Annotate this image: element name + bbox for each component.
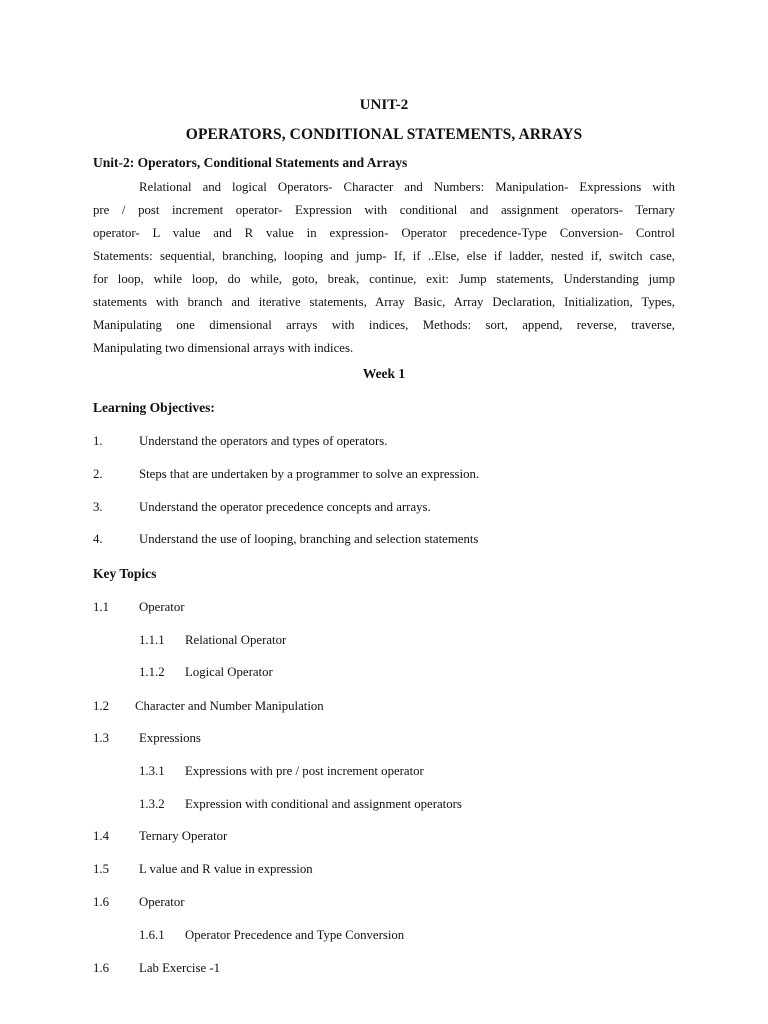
week-heading: Week 1: [362, 366, 406, 381]
key-topics-heading: Key Topics: [93, 566, 157, 581]
paragraph-line: Statements: sequential, branching, looping and jump- If, if ..Else, else if ladder, nested if, switch case,: [93, 249, 675, 263]
topic-number: 1.2: [93, 699, 109, 713]
learning-objectives-heading: Learning Objectives:: [93, 400, 215, 415]
main-title: OPERATORS, CONDITIONAL STATEMENTS, ARRAYS: [185, 126, 583, 143]
topic-text: Lab Exercise -1: [139, 961, 221, 975]
subtopic-text: Logical Operator: [185, 665, 273, 679]
topic-number: 1.6: [93, 961, 109, 975]
subtopic-number: 1.3.2: [139, 797, 165, 811]
objective-text: Steps that are undertaken by a programmer to solve an expression.: [139, 467, 480, 481]
paragraph-line: Manipulating one dimensional arrays with indices, Methods: sort, append, reverse, traverse,: [93, 318, 675, 332]
paragraph-line: Manipulating two dimensional arrays with indices.: [93, 341, 354, 355]
topic-number: 1.5: [93, 862, 109, 876]
paragraph-line: operator- L value and R value in expression- Operator precedence-Type Conversion- Control: [93, 226, 675, 240]
objective-number: 3.: [93, 500, 103, 514]
paragraph-line: pre / post increment operator- Expression with conditional and assignment operators- Ternary: [93, 203, 675, 217]
objective-text: Understand the use of looping, branching and selection statements: [139, 532, 479, 546]
topic-text: L value and R value in expression: [139, 862, 313, 876]
subtopic-text: Expressions with pre / post increment operator: [185, 764, 424, 778]
topic-number: 1.3: [93, 731, 109, 745]
paragraph-line: statements with branch and iterative statements, Array Basic, Array Declaration, Initialization, Types,: [93, 295, 675, 309]
objective-text: Understand the operators and types of operators.: [139, 434, 388, 448]
subtopic-text: Expression with conditional and assignment operators: [185, 797, 462, 811]
objective-number: 4.: [93, 532, 103, 546]
subtopic-number: 1.6.1: [139, 928, 165, 942]
paragraph-line: Relational and logical Operators- Character and Numbers: Manipulation- Expressions with: [139, 180, 675, 194]
paragraph-line: for loop, while loop, do while, goto, break, continue, exit: Jump statements, Understanding jump: [93, 272, 675, 286]
objective-number: 2.: [93, 467, 103, 481]
topic-number: 1.1: [93, 600, 109, 614]
objective-text: Understand the operator precedence concepts and arrays.: [139, 500, 431, 514]
topic-text: Operator: [139, 895, 185, 909]
topic-text: Character and Number Manipulation: [135, 699, 324, 713]
subtopic-number: 1.1.2: [139, 665, 165, 679]
topic-text: Ternary Operator: [139, 829, 228, 843]
subtopic-number: 1.1.1: [139, 633, 165, 647]
topic-number: 1.6: [93, 895, 109, 909]
objective-number: 1.: [93, 434, 103, 448]
unit-title: UNIT-2: [359, 97, 409, 113]
subtopic-number: 1.3.1: [139, 764, 165, 778]
topic-number: 1.4: [93, 829, 109, 843]
topic-text: Expressions: [139, 731, 201, 745]
sub-heading: Unit-2: Operators, Conditional Statements and Arrays: [93, 155, 408, 170]
subtopic-text: Operator Precedence and Type Conversion: [185, 928, 405, 942]
topic-text: Operator: [139, 600, 185, 614]
subtopic-text: Relational Operator: [185, 633, 287, 647]
